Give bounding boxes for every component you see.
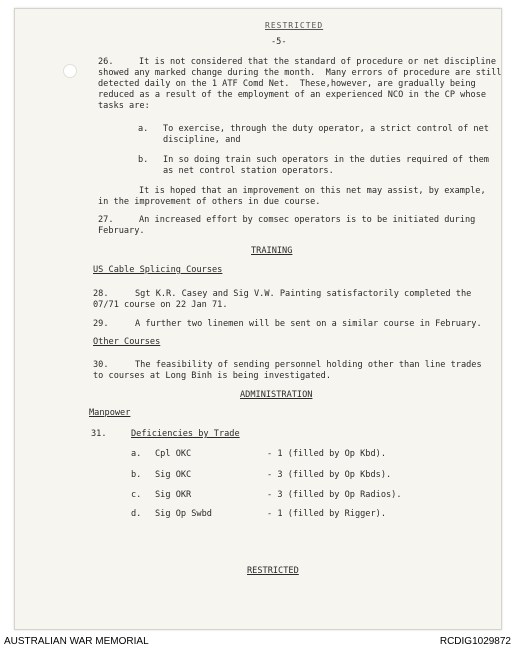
item-line: In so doing train such operators in the duties required of them [163, 155, 489, 165]
row-detail: - 3 (filled by Op Radios). [267, 490, 402, 500]
archive-footer [0, 636, 515, 648]
para-line: 07/71 course on 22 Jan 71. [93, 300, 228, 310]
item-line: To exercise, through the duty operator, a strict control of net [163, 124, 489, 134]
deficiencies-title: Deficiencies by Trade [131, 429, 240, 439]
para-line: in the improvement of others in due course. [98, 197, 321, 207]
subheading-manpower: Manpower [89, 408, 131, 418]
para-line: The feasibility of sending personnel holding other than line trades [135, 360, 482, 370]
archive-id: RCDIG1029872 [439, 636, 511, 647]
classification-footer: RESTRICTED [247, 566, 299, 576]
para-number: 27. [98, 215, 114, 225]
header-stamp: RESTRICTED [265, 21, 324, 30]
para-number: 31. [91, 429, 107, 439]
para-line: It is not considered that the standard of procedure or net discipline [139, 57, 496, 67]
page-number: -5- [271, 37, 287, 47]
para-number: 30. [93, 360, 109, 370]
para-line: detected daily on the 1 ATF Comd Net. These,however, are gradually being [98, 79, 476, 89]
para-line: to courses at Long Binh is being investigated. [93, 371, 331, 381]
row-trade: Sig OKR [155, 490, 192, 500]
row-trade: Sig Op Swbd [155, 509, 212, 519]
para-line: A further two linemen will be sent on a similar course in February. [135, 319, 482, 329]
para-line: An increased effort by comsec operators is to be initiated during [139, 215, 476, 225]
item-letter: a. [138, 124, 149, 134]
para-number: 28. [93, 289, 109, 299]
section-heading-training: TRAINING [251, 246, 293, 256]
para-line: It is hoped that an improvement on this net may assist, by example, [139, 186, 486, 196]
row-trade: Sig OKC [155, 470, 192, 480]
row-detail: - 1 (filled by Rigger). [267, 509, 386, 519]
para-line: reduced as a result of the employment of an experienced NCO in the CP whose [98, 90, 487, 100]
punch-hole [63, 64, 77, 78]
document-page [14, 8, 502, 630]
item-line: as net control station operators. [163, 166, 334, 176]
row-letter: a. [131, 449, 142, 459]
item-line: discipline, and [163, 135, 241, 145]
row-letter: b. [131, 470, 142, 480]
para-line: Sgt K.R. Casey and Sig V.W. Painting satisfactorily completed the [135, 289, 472, 299]
row-letter: d. [131, 509, 142, 519]
item-letter: b. [138, 155, 149, 165]
para-number: 26. [98, 57, 114, 67]
archive-name: AUSTRALIAN WAR MEMORIAL [4, 636, 149, 647]
row-detail: - 3 (filled by Op Kbds). [267, 470, 392, 480]
subheading-other-courses: Other Courses [93, 337, 161, 347]
row-detail: - 1 (filled by Op Kbd). [267, 449, 386, 459]
row-trade: Cpl OKC [155, 449, 192, 459]
para-line: February. [98, 226, 145, 236]
row-letter: c. [131, 490, 142, 500]
subheading-cable-splicing: US Cable Splicing Courses [93, 265, 223, 275]
para-line: tasks are: [98, 101, 150, 111]
para-line: showed any marked change during the month. Many errors of procedure are still [98, 68, 502, 78]
section-heading-administration: ADMINISTRATION [240, 390, 313, 400]
para-number: 29. [93, 319, 109, 329]
